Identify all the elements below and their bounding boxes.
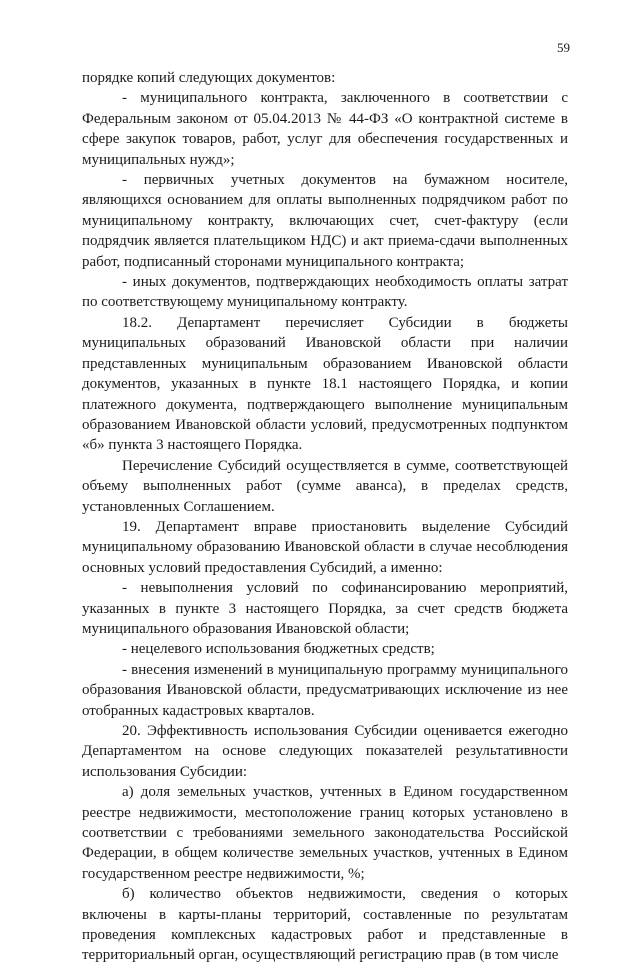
paragraph-program-changes-item: - внесения изменений в муниципальную программу муниципального образования Ивановской области, предусматривающих исключение из нее отобранных кадастровых кварталов. bbox=[82, 661, 568, 719]
paragraph-indicator-a: а) доля земельных участков, учтенных в Едином государственном реестре недвижимости, местоположение границ которых установлено в соответствии с требованиями земельного законодательства Российской Федерации, в общем количестве земельных участков, учтенных в Едином государственном реестре недвижимости, %; bbox=[82, 784, 568, 882]
paragraph-continuation: порядке копий следующих документов: bbox=[82, 70, 336, 86]
paragraph-indicator-b: б) количество объектов недвижимости, сведения о которых включены в карты-планы территорий, составленные по результатам проведения комплексных кадастровых работ и представленные в территориальный орган, осуществляющий регистрацию прав (в том числе bbox=[82, 886, 568, 964]
paragraph-transfer-amount: Перечисление Субсидий осуществляется в сумме, соответствующей объему выполненных работ (сумме аванса), в пределах средств, установленных Соглашением. bbox=[82, 457, 568, 515]
paragraph-misuse-item: - нецелевого использования бюджетных средств; bbox=[122, 641, 435, 658]
paragraph-19: 19. Департамент вправе приостановить выделение Субсидий муниципальному образованию Ивановской области в случае несоблюдения основных условий предоставления Субсидий, а именно: bbox=[82, 518, 568, 576]
paragraph-contract-item: - муниципального контракта, заключенного в соответствии с Федеральным законом от 05.04.2013 № 44-ФЗ «О контрактной системе в сфере закупок товаров, работ, услуг для обеспечения государственных и муниципальных нужд»; bbox=[82, 90, 568, 168]
paragraph-primary-documents-item: - первичных учетных документов на бумажном носителе, являющихся основанием для оплаты выполненных подрядчиком работ по муниципальному контракту, включающих счет, счет-фактуру (если подрядчик является плательщиком НДС) и акт приема-сдачи выполненных работ, подписанный сторонами муниципального контракта; bbox=[82, 172, 568, 270]
document-body bbox=[82, 68, 568, 966]
page-number: 59 bbox=[557, 40, 570, 55]
paragraph-cofinancing-item: - невыполнения условий по софинансированию мероприятий, указанных в пункте 3 настоящего Порядка, за счет средств бюджета муниципального образования Ивановской области; bbox=[82, 580, 568, 637]
paragraph-20: 20. Эффективность использования Субсидии оценивается ежегодно Департаментом на основе следующих показателей результативности использования Субсидии: bbox=[82, 723, 568, 780]
paragraph-other-documents-item: - иных документов, подтверждающих необходимость оплаты затрат по соответствующему муниципальному контракту. bbox=[82, 274, 568, 311]
paragraph-18-2: 18.2. Департамент перечисляет Субсидии в бюджеты муниципальных образований Ивановской области при наличии представленных муниципальным образованием Ивановской области документов, указанных в пункте 18.1 настоящего Порядка, и копии платежного документа, подтверждающего выполнение муниципальным образованием Ивановской области условий, предусмотренных подпунктом «б» пункта 3 настоящего Порядка. bbox=[82, 314, 568, 454]
